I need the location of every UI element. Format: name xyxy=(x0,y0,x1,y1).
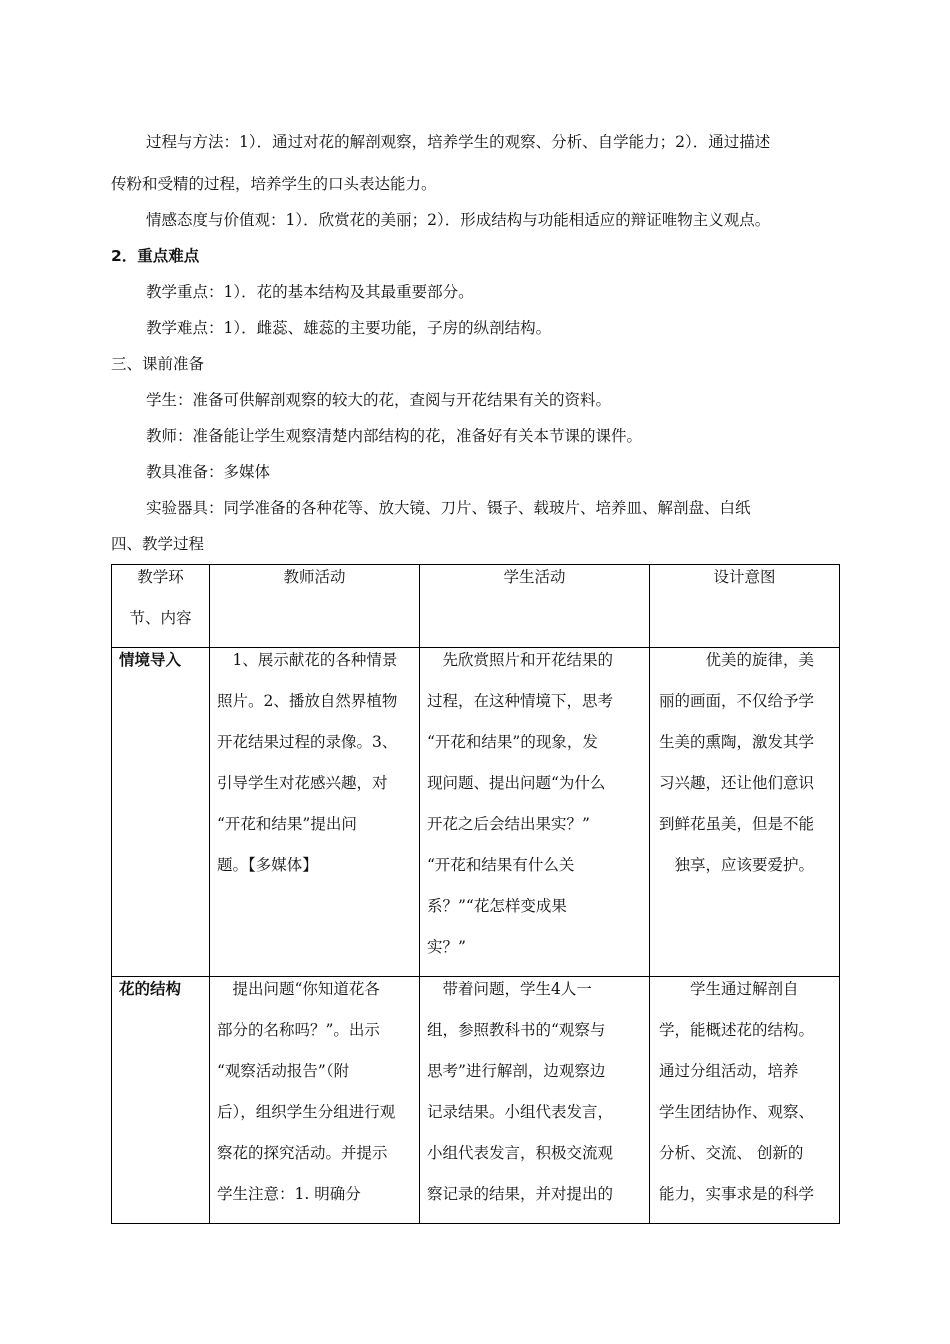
cell-line: 思考”进行解剖，边观察边 xyxy=(427,1062,606,1080)
cell-line: 察记录的结果，并对提出的 xyxy=(427,1185,614,1203)
cell-lines xyxy=(650,977,839,1223)
row-intent-cell xyxy=(650,648,840,977)
cell-lines xyxy=(650,648,839,894)
cell-line: 记录结果。小组代表发言， xyxy=(427,1103,614,1121)
header-student: 学生活动 xyxy=(420,565,650,648)
heading-preparation: 三、课前准备 xyxy=(111,355,205,373)
header-stage xyxy=(112,565,210,648)
paragraph-methods-line1: 过程与方法：1）．通过对花的解剖观察，培养学生的观察、分析、自学能力；2）．通过描述 xyxy=(146,133,771,151)
cell-line: 学生通过解剖自 xyxy=(659,980,799,998)
row-stage-cell: 花的结构 xyxy=(112,977,210,1224)
cell-line: 优美的旋律，美 xyxy=(659,651,815,669)
cell-line: 照片。2、播放自然界植物 xyxy=(217,692,398,710)
heading-teaching-process: 四、教学过程 xyxy=(111,535,205,553)
header-stage-line2: 节、内容 xyxy=(129,609,192,627)
cell-line: 部分的名称吗？”。出示 xyxy=(217,1021,380,1039)
cell-line: 小组代表发言，积极交流观 xyxy=(427,1144,614,1162)
cell-line: “观察活动报告”（附 xyxy=(217,1062,350,1080)
table-row xyxy=(112,648,840,977)
paragraph-teacher-prep: 教师：准备能让学生观察清楚内部结构的花，准备好有关本节课的课件。 xyxy=(146,427,643,445)
paragraph-lab-equipment: 实验器具：同学准备的各种花等、放大镜、刀片、镊子、载玻片、培养皿、解剖盘、白纸 xyxy=(146,499,751,517)
header-intent: 设计意图 xyxy=(650,565,840,648)
cell-line: 学，能概述花的结构。 xyxy=(659,1021,815,1039)
cell-line: 组，参照教科书的“观察与 xyxy=(427,1021,606,1039)
cell-line: 过程，在这种情境下，思考 xyxy=(427,692,614,710)
cell-line: 开花之后会结出果实？” xyxy=(427,815,590,833)
cell-line: 生美的熏陶，激发其学 xyxy=(659,733,815,751)
cell-line: 开花结果过程的录像。3、 xyxy=(217,733,398,751)
paragraph-focus: 教学重点：1）．花的基本结构及其最重要部分。 xyxy=(146,283,474,301)
table-row xyxy=(112,977,840,1224)
paragraph-difficulty: 教学难点：1）．雌蕊、雄蕊的主要功能，子房的纵剖结构。 xyxy=(146,319,552,337)
cell-line: “开花和结果”提出问 xyxy=(217,815,357,833)
cell-line: 察花的探究活动。并提示 xyxy=(217,1144,388,1162)
cell-line: 通过分组活动，培养 xyxy=(659,1062,799,1080)
cell-lines xyxy=(210,648,419,894)
row-student-cell xyxy=(420,977,650,1224)
cell-line: 现问题、提出问题“为什么 xyxy=(427,774,606,792)
row-student-cell xyxy=(420,648,650,977)
cell-line: 能力，实事求是的科学 xyxy=(659,1185,815,1203)
cell-line: 独享，应该要爱护。 xyxy=(659,856,815,874)
cell-line: 1、展示献花的各种情景 xyxy=(217,651,398,669)
teaching-process-table xyxy=(111,564,840,1224)
cell-line: 系？”“花怎样变成果 xyxy=(427,897,567,915)
cell-line: 学生注意：1. 明确分 xyxy=(217,1185,361,1203)
cell-line: 分析、交流、 创新的 xyxy=(659,1144,804,1162)
cell-line: 习兴趣，还让他们意识 xyxy=(659,774,815,792)
cell-line: 引导学生对花感兴趣，对 xyxy=(217,774,388,792)
row-intent-cell xyxy=(650,977,840,1224)
cell-line: 带着问题，学生4人一 xyxy=(427,980,592,998)
row-teacher-cell xyxy=(210,977,420,1224)
paragraph-attitude: 情感态度与价值观：1）．欣赏花的美丽；2）．形成结构与功能相适应的辩证唯物主义观点。 xyxy=(146,211,771,229)
header-teacher: 教师活动 xyxy=(210,565,420,648)
header-stage-line1: 教学环 xyxy=(137,568,184,586)
cell-line: 先欣赏照片和开花结果的 xyxy=(427,651,614,669)
cell-line: 实？” xyxy=(427,938,466,956)
cell-line: “开花和结果有什么关 xyxy=(427,856,575,874)
cell-line: 题。【多媒体】 xyxy=(217,856,318,874)
cell-line: 丽的画面，不仅给予学 xyxy=(659,692,815,710)
table-header-row xyxy=(112,565,840,648)
row-teacher-cell xyxy=(210,648,420,977)
cell-line: 学生团结协作、观察、 xyxy=(659,1103,815,1121)
paragraph-student-prep: 学生：准备可供解剖观察的较大的花，查阅与开花结果有关的资料。 xyxy=(146,391,612,409)
paragraph-teaching-aids: 教具准备：多媒体 xyxy=(146,463,271,481)
cell-line: “开花和结果”的现象，发 xyxy=(427,733,598,751)
cell-line: 提出问题“你知道花各 xyxy=(217,980,380,998)
cell-lines xyxy=(210,977,419,1223)
cell-lines xyxy=(420,648,649,976)
row-stage-cell: 情境导入 xyxy=(112,648,210,977)
cell-line: 后），组织学生分组进行观 xyxy=(217,1103,396,1121)
cell-lines xyxy=(420,977,649,1223)
paragraph-methods-line2: 传粉和受精的过程，培养学生的口头表达能力。 xyxy=(111,175,437,193)
cell-line: 到鲜花虽美，但是不能 xyxy=(659,815,815,833)
heading-key-points: 2．重点难点 xyxy=(111,247,200,265)
